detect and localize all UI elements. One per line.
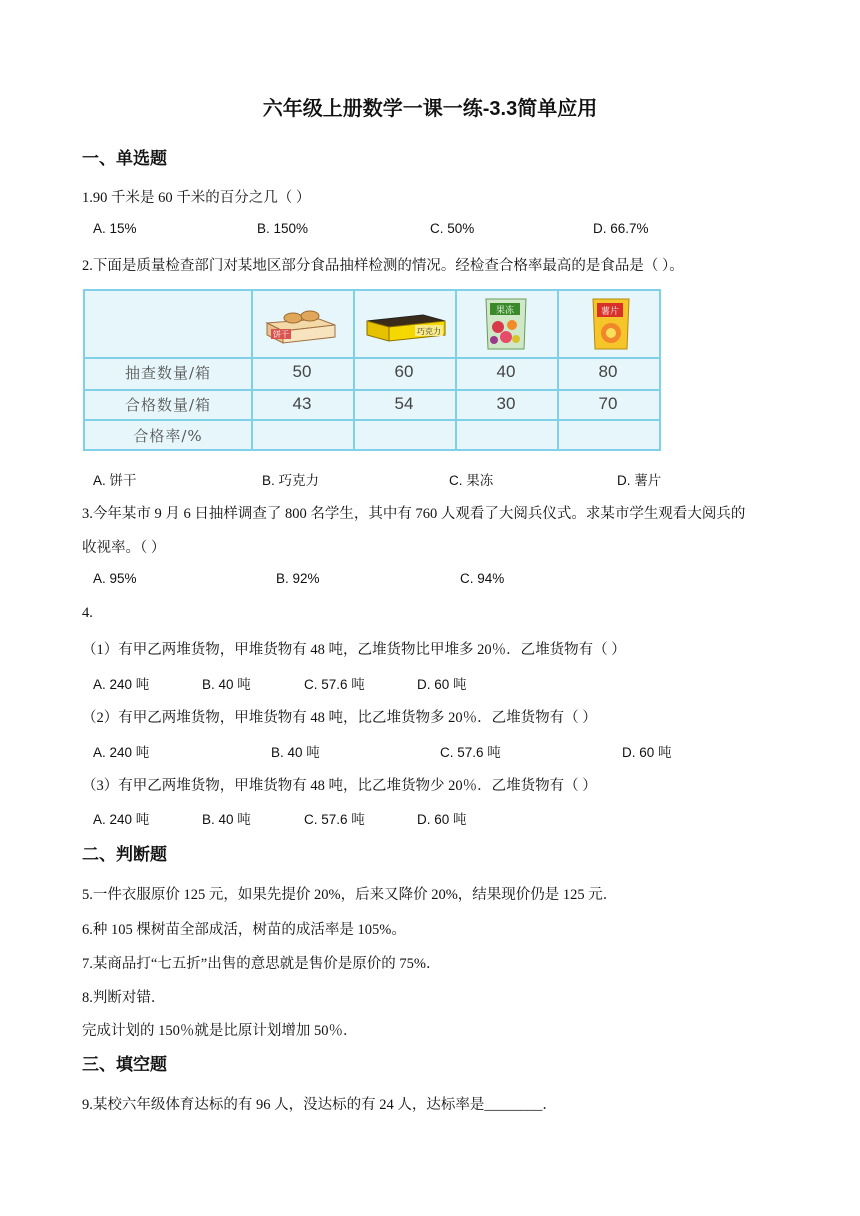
row-label-qualified: 合格数量/箱 [124,396,212,414]
question-4-sub2: （2）有甲乙两堆货物，甲堆货物有 48 吨，比乙堆货物多 20％．乙堆货物有（ ） [82,710,597,726]
q4-1-option-d[interactable]: D. 60 吨 [417,677,467,692]
question-3-line2: 收视率。（ ） [82,540,166,556]
row-label-sampled: 抽查数量/箱 [124,364,212,382]
table-cell: 30 [496,394,516,413]
q4-3-option-d[interactable]: D. 60 吨 [417,812,467,827]
food-inspection-table [83,289,661,451]
q2-option-c[interactable]: C. 果冻 [449,473,494,488]
table-cell: 70 [598,394,618,413]
question-3-line1: 3.今年某市 9 月 6 日抽样调查了 800 名学生，其中有 760 人观看了大阅兵仪式。求某市学生观看大阅兵的 [82,506,746,522]
table-cell: 50 [292,362,312,381]
q3-option-c[interactable]: C. 94% [460,571,505,586]
table-cell: 54 [394,394,414,413]
section-heading-single-choice: 一、单选题 [82,149,167,168]
q4-2-option-a[interactable]: A. 240 吨 [93,745,150,760]
question-6-text: 6.种 105 棵树苗全部成活，树苗的成活率是 105%。 [82,922,406,938]
q1-option-d[interactable]: D. 66.7% [593,221,649,236]
q1-option-c[interactable]: C. 50% [430,221,475,236]
biscuit-icon [263,305,343,350]
question-7-text: 7.某商品打“七五折”出售的意思就是售价是原价的 75%． [82,956,441,972]
q2-option-b[interactable]: B. 巧克力 [262,473,320,488]
q4-3-option-b[interactable]: B. 40 吨 [202,812,251,827]
table-cell: 43 [292,394,312,413]
q4-2-option-b[interactable]: B. 40 吨 [271,745,320,760]
jelly-label: 果冻 [495,306,515,316]
chips-icon [585,295,637,358]
table-cell: 40 [496,362,516,381]
q3-option-a[interactable]: A. 95% [93,571,137,586]
q4-1-option-a[interactable]: A. 240 吨 [93,677,150,692]
q1-option-a[interactable]: A. 15% [93,221,137,236]
question-4-label: 4. [82,605,93,621]
question-1-text: 1.90 千米是 60 千米的百分之几（ ） [82,190,311,206]
jelly-icon [480,295,532,358]
q4-3-option-c[interactable]: C. 57.6 吨 [304,812,365,827]
q4-2-option-d[interactable]: D. 60 吨 [622,745,672,760]
question-8-line1: 8.判断对错． [82,990,166,1006]
question-2-text: 2.下面是质量检查部门对某地区部分食品抽样检测的情况。经检查合格率最高的是食品是（ ）。 [82,258,684,274]
row-label-rate: 合格率/% [133,427,203,445]
q3-option-b[interactable]: B. 92% [276,571,320,586]
section-heading-fill-blank: 三、填空题 [82,1055,167,1074]
biscuit-label: 饼干 [273,330,289,339]
table-cell: 80 [598,362,618,381]
q4-1-option-c[interactable]: C. 57.6 吨 [304,677,365,692]
chocolate-icon [363,305,449,350]
question-4-sub3: （3）有甲乙两堆货物，甲堆货物有 48 吨，比乙堆货物少 20％．乙堆货物有（ ） [82,778,597,794]
chocolate-label: 巧克力 [417,327,441,336]
q1-option-b[interactable]: B. 150% [257,221,309,236]
question-9-text: 9.某校六年级体育达标的有 96 人，没达标的有 24 人，达标率是________． [82,1097,557,1113]
chips-label: 薯片 [600,307,620,317]
question-8-line2: 完成计划的 150％就是比原计划增加 50％． [82,1023,358,1039]
question-5-text: 5.一件衣服原价 125 元，如果先提价 20%，后来又降价 20%，结果现价仍是 125 元． [82,887,618,903]
q4-3-option-a[interactable]: A. 240 吨 [93,812,150,827]
q2-option-d[interactable]: D. 薯片 [617,473,662,488]
page-title: 六年级上册数学一课一练-3.3简单应用 [262,98,598,120]
q4-1-option-b[interactable]: B. 40 吨 [202,677,251,692]
q2-option-a[interactable]: A. 饼干 [93,473,137,488]
question-4-sub1: （1）有甲乙两堆货物，甲堆货物有 48 吨，乙堆货物比甲堆多 20％．乙堆货物有（ ） [82,642,626,658]
table-cell: 60 [394,362,414,381]
section-heading-true-false: 二、判断题 [82,845,167,864]
q4-2-option-c[interactable]: C. 57.6 吨 [440,745,501,760]
